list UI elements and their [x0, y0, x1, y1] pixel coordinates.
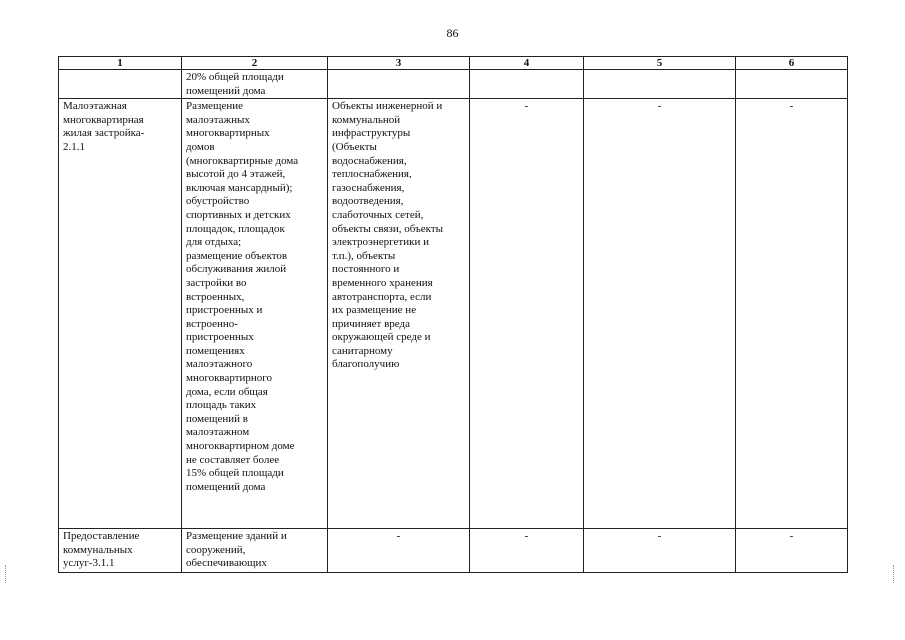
table-cell: -: [584, 529, 736, 573]
column-header-1: 1: [59, 57, 182, 70]
table-cell: Размещение зданий и сооружений, обеспечивающих: [182, 529, 328, 573]
table-row: [59, 99, 848, 529]
column-header-5: 5: [584, 57, 736, 70]
scan-margin-mark-right: [893, 565, 896, 583]
column-header-6: 6: [736, 57, 848, 70]
scan-margin-mark-left: [5, 565, 8, 583]
table-cell: Объекты инженерной и коммунальной инфраструктуры (Объекты водоснабжения, теплоснабжения, газоснабжения, водоотведения, слаботочных сетей, объекты связи, объекты электроэнергетики и т.п.), объекты постоянного и временного хранения автотранспорта, если их размещение не причиняет вреда окружающей среде и санитарному благополучию: [328, 99, 470, 529]
table-cell: -: [470, 529, 584, 573]
table-cell: -: [736, 99, 848, 529]
table-cell: -: [584, 99, 736, 529]
column-header-2: 2: [182, 57, 328, 70]
table-row: [59, 529, 848, 573]
table-cell: [328, 70, 470, 99]
column-header-3: 3: [328, 57, 470, 70]
table-cell: Малоэтажная многоквартирная жилая застройка- 2.1.1: [59, 99, 182, 529]
table-cell: [584, 70, 736, 99]
table-cell: [59, 70, 182, 99]
table-cell: Размещение малоэтажных многоквартирных домов (многоквартирные дома высотой до 4 этажей, включая мансардный); обустройство спортивных и детских площадок, площадок для отдыха; размещение объектов обслуживания жилой застройки во встроенных, пристроенных и встроенно- пристроенных помещениях малоэтажного многоквартирного дома, если общая площадь таких помещений в малоэтажном многоквартирном доме не составляет более 15% общей площади помещений дома: [182, 99, 328, 529]
table-cell: -: [470, 99, 584, 529]
document-table: [58, 56, 848, 573]
table-header-row: [59, 57, 848, 70]
table-cell: [736, 70, 848, 99]
table-cell: -: [736, 529, 848, 573]
table-cell: 20% общей площади помещений дома: [182, 70, 328, 99]
page-number: 86: [446, 26, 459, 40]
column-header-4: 4: [470, 57, 584, 70]
table-row: [59, 70, 848, 99]
table-cell: -: [328, 529, 470, 573]
table-cell: Предоставление коммунальных услуг-3.1.1: [59, 529, 182, 573]
table-cell: [470, 70, 584, 99]
